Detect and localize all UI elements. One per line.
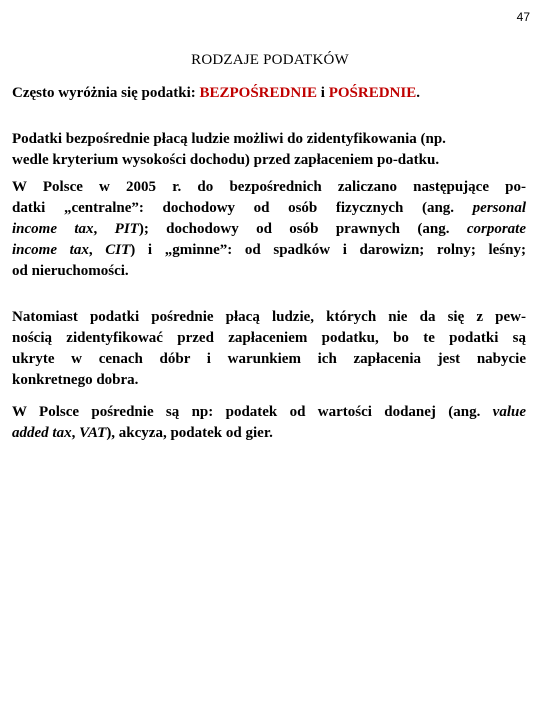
abbreviation: PIT xyxy=(114,221,139,237)
english-term: income tax xyxy=(12,242,89,258)
direct-examples-line-1: W Polsce w 2005 r. do bezpośrednich zaliczano następujące po- xyxy=(12,179,526,195)
direct-definition-line-2: wedle kryterium wysokości dochodu) przed zapłaceniem po-datku. xyxy=(12,152,440,168)
page-title: RODZAJE PODATKÓW xyxy=(191,52,349,68)
indirect-examples-line-1 xyxy=(12,402,526,423)
english-term: personal xyxy=(472,200,526,216)
direct-examples-line-5: od nieruchomości. xyxy=(12,263,129,279)
indirect-examples-paragraph xyxy=(12,402,526,444)
indirect-definition-line-2: nością zidentyfikować przed zapłaceniem podatku, bo te podatki są xyxy=(12,330,526,346)
intro-conjunction: i xyxy=(317,85,329,101)
text-fragment: ) i „gminne”: od spadków i darowizn; rolny; leśny; xyxy=(130,242,526,258)
intro-line xyxy=(12,83,526,104)
indirect-tax-term: POŚREDNIE xyxy=(328,85,417,101)
abbreviation: VAT xyxy=(79,425,107,441)
text-fragment: ), akcyza, podatek od gier. xyxy=(106,425,273,441)
direct-examples-paragraph xyxy=(12,177,526,282)
direct-examples-line-3 xyxy=(12,219,526,240)
direct-definition-paragraph xyxy=(12,129,526,171)
page-number: 47 xyxy=(516,10,530,24)
english-term: added tax xyxy=(12,425,72,441)
indirect-examples-line-2 xyxy=(12,423,526,444)
english-term: income tax xyxy=(12,221,94,237)
text-fragment: ); dochodowy od osób prawnych (ang. xyxy=(138,221,467,237)
intro-paragraph xyxy=(12,83,526,104)
intro-end: . xyxy=(416,85,420,101)
direct-examples-line-4 xyxy=(12,240,526,261)
text-fragment: , xyxy=(71,425,80,441)
indirect-definition-line-4: konkretnego dobra. xyxy=(12,372,139,388)
direct-tax-term: BEZPOŚREDNIE xyxy=(199,85,318,101)
direct-definition-line-1: Podatki bezpośrednie płacą ludzie możliwi do zidentyfikowania (np. xyxy=(12,131,446,147)
indirect-definition-line-1: Natomiast podatki pośrednie płacą ludzie, których nie da się z pew- xyxy=(12,309,526,325)
abbreviation: CIT xyxy=(105,242,131,258)
text-fragment: W Polsce pośrednie są np: podatek od wartości dodanej (ang. xyxy=(12,404,493,420)
text-fragment: datki „centralne”: dochodowy od osób fizycznych (ang. xyxy=(12,200,473,216)
direct-examples-line-2 xyxy=(12,198,526,219)
intro-text: Często wyróżnia się podatki: xyxy=(12,85,200,101)
english-term: value xyxy=(492,404,526,420)
indirect-definition-line-3: ukryte w cenach dóbr i warunkiem ich zapłacenia jest nabycie xyxy=(12,351,526,367)
text-fragment: , xyxy=(93,221,115,237)
english-term: corporate xyxy=(466,221,526,237)
text-fragment: , xyxy=(88,242,106,258)
indirect-definition-paragraph xyxy=(12,307,526,391)
